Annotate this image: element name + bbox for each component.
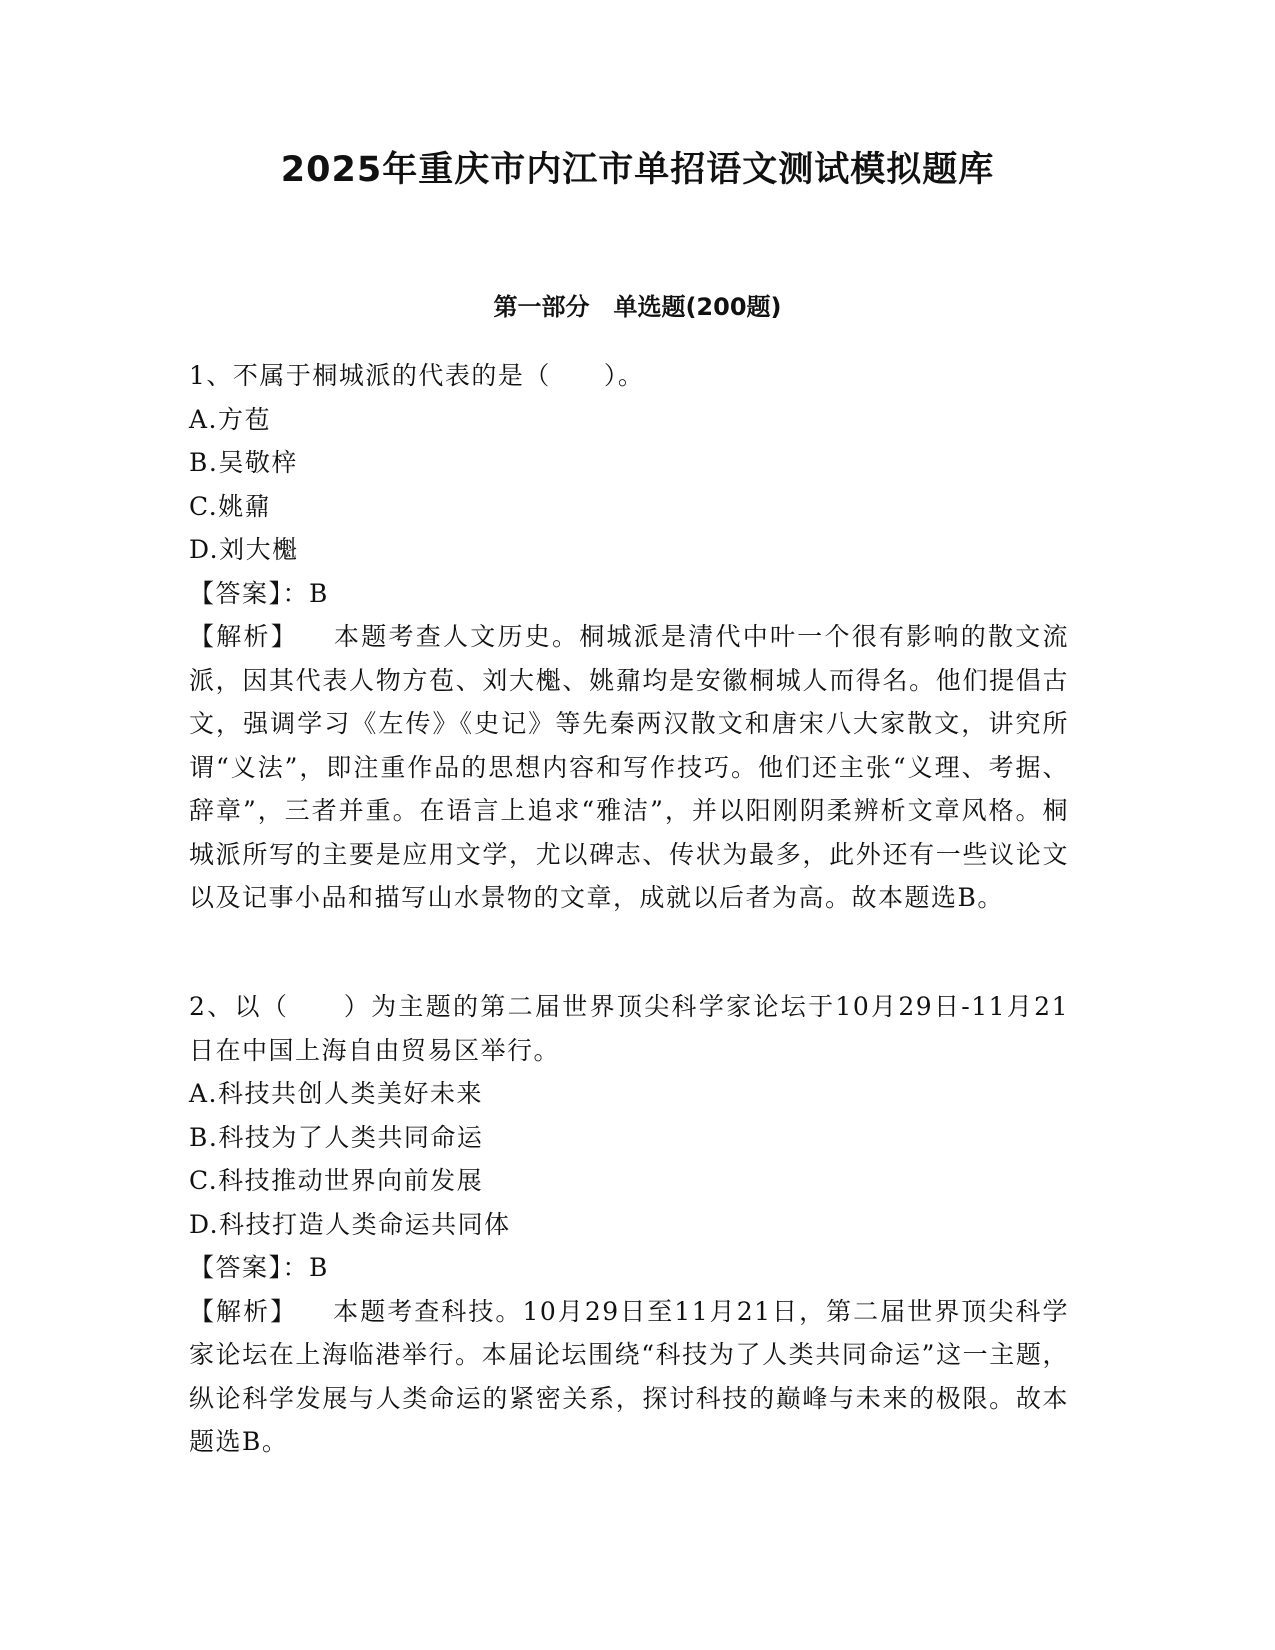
analysis-text: 本题考查科技。10月29日至11月21日，第二届世界顶尖科学家论坛在上海临港举行。本届论坛围绕“科技为了人类共同命运”这一主题，纵论科学发展与人类命运的紧密关系，探讨科技的巅峰与未来的极限。故本题选B。 xyxy=(189,1296,1069,1456)
analysis-label: 【解析】 xyxy=(189,622,298,651)
answer-line xyxy=(189,572,1069,616)
analysis-paragraph xyxy=(189,1290,1069,1464)
option-b: B.吴敬梓 xyxy=(189,448,298,477)
question-stem: 2、以（ ）为主题的第二届世界顶尖科学家论坛于10月29日-11月21日在中国上海自由贸易区举行。 xyxy=(189,992,1069,1065)
analysis-label: 【解析】 xyxy=(189,1296,298,1326)
option-a: A.科技共创人类美好未来 xyxy=(189,1079,484,1108)
option-b: B.科技为了人类共同命运 xyxy=(189,1122,484,1152)
answer-value: B xyxy=(309,578,329,608)
analysis-text: 本题考查人文历史。桐城派是清代中叶一个很有影响的散文流派，因其代表人物方苞、刘大櫆、姚鼐均是安徽桐城人而得名。他们提倡古文，强调学习《左传》《史记》等先秦两汉散文和唐宋八大家散文，讲究所谓“义法”，即注重作品的思想内容和写作技巧。他们还主张“义理、考据、辞章”，三者并重。在语言上追求“雅洁”，并以阳刚阴柔辨析文章风格。桐城派所写的主要是应用文学，尤以碑志、传状为最多，此外还有一些议论文以及记事小品和描写山水景物的文章，成就以后者为高。故本题选B。 xyxy=(189,622,1069,912)
answer-label: 【答案】： xyxy=(189,578,310,608)
section-heading xyxy=(0,290,1275,324)
option-c: C.姚鼐 xyxy=(189,491,272,521)
answer-line xyxy=(189,1246,1069,1290)
section-name: 单选题(200题) xyxy=(613,293,782,321)
question-2 xyxy=(189,985,1069,1464)
answer-value: B xyxy=(309,1253,329,1282)
option-c: C.科技推动世界向前发展 xyxy=(189,1166,484,1195)
document-title: 2025年重庆市内江市单招语文测试模拟题库 xyxy=(280,150,995,190)
option-a: A.方苞 xyxy=(189,404,272,434)
question-stem: 1、不属于桐城派的代表的是（ ）。 xyxy=(189,361,645,390)
option-d: D.刘大櫆 xyxy=(189,535,299,564)
question-1 xyxy=(189,354,1069,920)
analysis-paragraph xyxy=(189,615,1069,920)
answer-label: 【答案】： xyxy=(189,1253,310,1282)
option-d: D.科技打造人类命运共同体 xyxy=(189,1209,511,1239)
section-label: 第一部分 xyxy=(493,293,590,321)
